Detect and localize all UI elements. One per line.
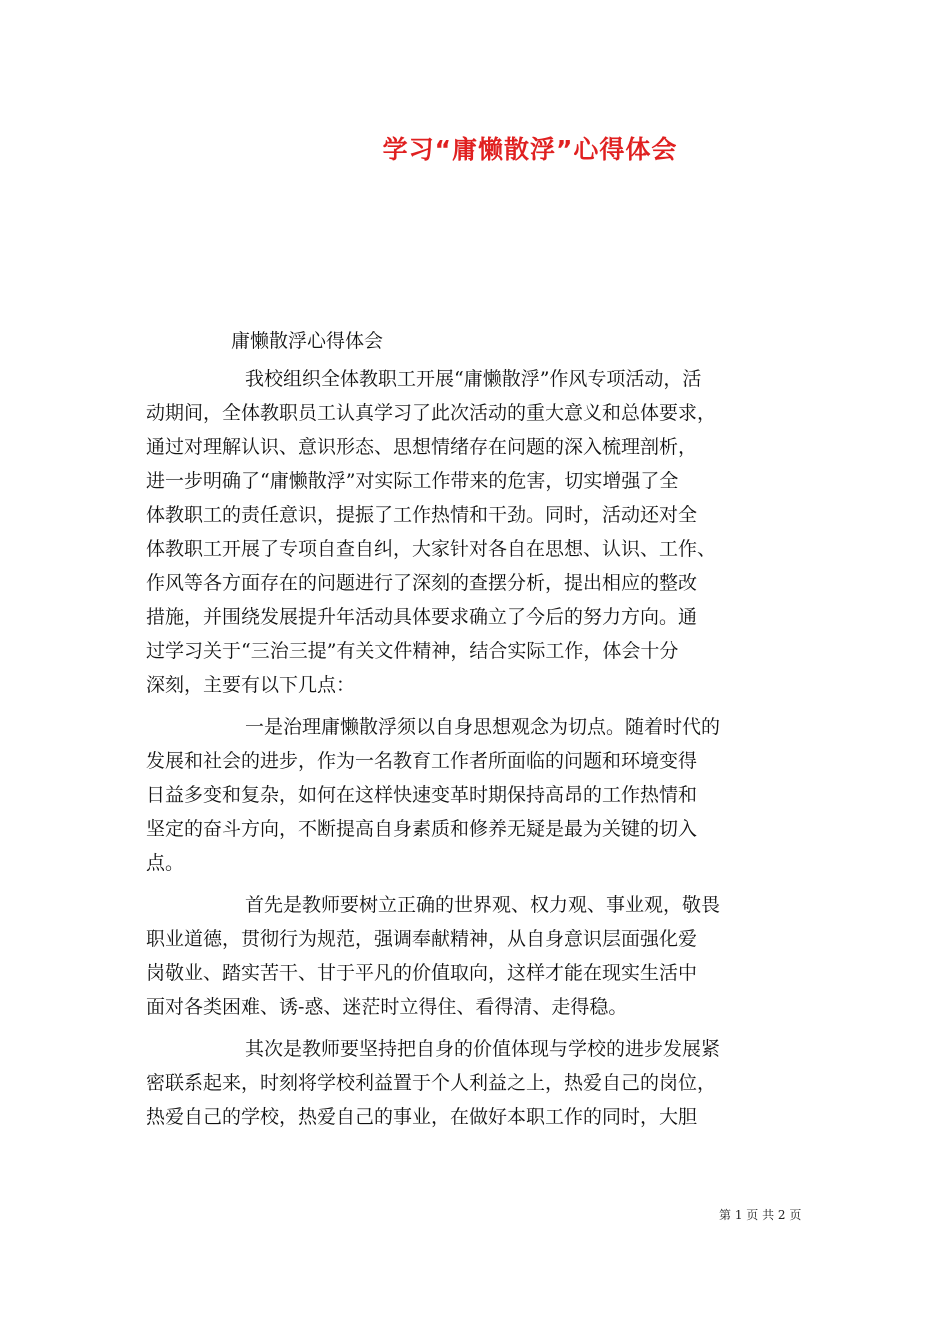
document-body <box>146 326 816 1134</box>
text-line: 深刻，主要有以下几点： <box>146 674 356 696</box>
text-line: 其次是教师要坚持把自身的价值体现与学校的进步发展紧 <box>245 1038 721 1060</box>
document-title: 学习“庸懒散浮”心得体会 <box>382 135 678 164</box>
text-line: 发展和社会的进步，作为一名教育工作者所面临的问题和环境变得 <box>146 750 698 772</box>
paragraph <box>146 888 816 1024</box>
text-line: 热爱自己的学校，热爱自己的事业，在做好本职工作的同时，大胆 <box>146 1106 698 1128</box>
document-subtitle: 庸懒散浮心得体会 <box>231 330 384 352</box>
text-line: 通过对理解认识、意识形态、思想情绪存在问题的深入梳理剖析， <box>146 436 698 458</box>
text-line: 体教职工开展了专项自查自纠，大家针对各自在思想、认识、工作、 <box>146 538 717 560</box>
text-line: 过学习关于“三治三提”有关文件精神，结合实际工作，体会十分 <box>146 640 679 662</box>
text-line: 动期间，全体教职员工认真学习了此次活动的重大意义和总体要求， <box>146 402 717 424</box>
text-line: 体教职工的责任意识，提振了工作热情和干劲。同时，活动还对全 <box>146 504 698 526</box>
paragraph-list <box>146 362 816 1134</box>
paragraph <box>146 362 816 702</box>
text-line: 密联系起来，时刻将学校利益置于个人利益之上，热爱自己的岗位， <box>146 1072 717 1094</box>
text-line: 我校组织全体教职工开展“庸懒散浮”作风专项活动，活 <box>245 368 702 390</box>
text-line: 日益多变和复杂，如何在这样快速变革时期保持高昂的工作热情和 <box>146 784 698 806</box>
paragraph <box>146 1032 816 1134</box>
page-number: 第 1 页 共 2 页 <box>719 1208 802 1222</box>
text-line: 坚定的奋斗方向，不断提高自身素质和修养无疑是最为关键的切入 <box>146 818 698 840</box>
text-line: 点。 <box>146 852 185 874</box>
text-line: 进一步明确了“庸懒散浮”对实际工作带来的危害，切实增强了全 <box>146 470 679 492</box>
text-line: 首先是教师要树立正确的世界观、权力观、事业观，敬畏 <box>245 894 721 916</box>
text-line: 作风等各方面存在的问题进行了深刻的查摆分析，提出相应的整改 <box>146 572 698 594</box>
text-line: 岗敬业、踏实苦干、甘于平凡的价值取向，这样才能在现实生活中 <box>146 962 698 984</box>
text-line: 措施，并围绕发展提升年活动具体要求确立了今后的努力方向。通 <box>146 606 698 628</box>
paragraph <box>146 710 816 880</box>
text-line: 职业道德，贯彻行为规范，强调奉献精神，从自身意识层面强化爱 <box>146 928 698 950</box>
text-line: 一是治理庸懒散浮须以自身思想观念为切点。随着时代的 <box>245 716 721 738</box>
text-line: 面对各类困难、诱-惑、迷茫时立得住、看得清、走得稳。 <box>146 996 628 1018</box>
